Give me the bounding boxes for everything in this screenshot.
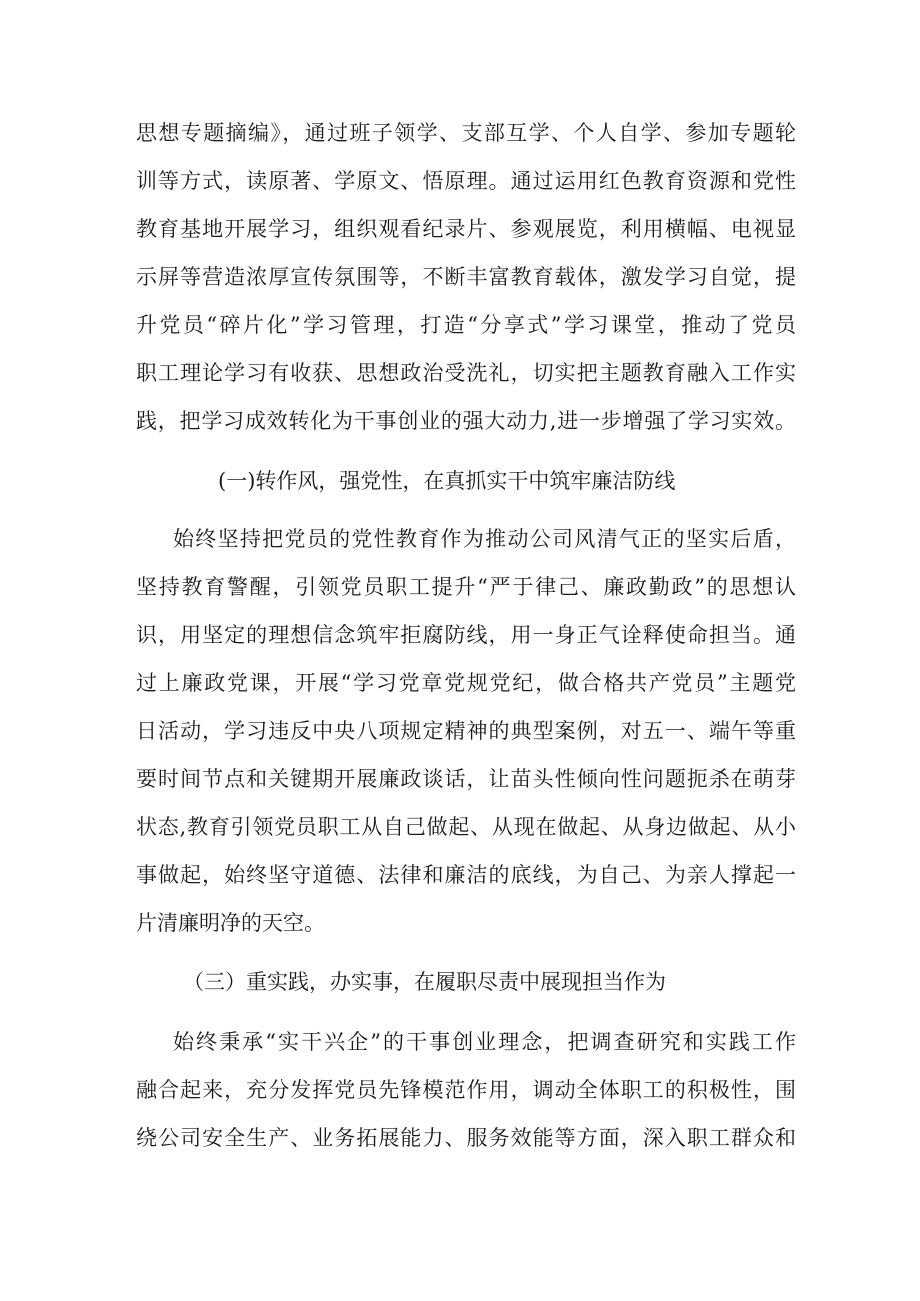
paragraph-line: 事做起，始终坚守道德、法律和廉洁的底线，为自己、为亲人撑起一 bbox=[136, 863, 796, 887]
paragraph-line: 识，用坚定的理想信念筑牢拒腐防线，用一身正气诠释使命担当。通 bbox=[136, 623, 796, 647]
paragraph-line: 绕公司安全生产、业务拓展能力、服务效能等方面，深入职工群众和 bbox=[136, 1126, 796, 1150]
paragraph-line: 日活动，学习违反中央八项规定精神的典型案例，对五一、端午等重 bbox=[136, 719, 796, 743]
paragraph-line: 训等方式，读原著、学原文、悟原理。通过运用红色教育资源和党性 bbox=[136, 169, 796, 193]
paragraph-line: 状态,教育引领党员职工从自己做起、从现在做起、从身边做起、从小 bbox=[136, 815, 796, 839]
paragraph-line: 坚持教育警醒，引领党员职工提升“严于律己、廉政勤政”的思想认 bbox=[136, 575, 796, 599]
paragraph-line: 始终秉承“实干兴企”的干事创业理念，把调查研究和实践工作 bbox=[173, 1030, 796, 1054]
paragraph-line: 践，把学习成效转化为干事创业的强大动力,进一步增强了学习实效。 bbox=[136, 409, 796, 433]
paragraph-line: 过上廉政党课，开展“学习党章党规党纪，做合格共产党员”主题党 bbox=[136, 671, 796, 695]
paragraph-line: 融合起来，充分发挥党员先锋模范作用，调动全体职工的积极性，围 bbox=[136, 1078, 796, 1102]
section-heading: (一)转作风，强党性，在真抓实干中筑牢廉洁防线 bbox=[218, 469, 676, 493]
paragraph-line: 始终坚持把党员的党性教育作为推动公司风清气正的坚实后盾， bbox=[173, 527, 796, 551]
paragraph-line: 职工理论学习有收获、思想政治受洗礼，切实把主题教育融入工作实 bbox=[136, 361, 796, 385]
paragraph-line: 升党员“碎片化”学习管理，打造“分享式”学习课堂，推动了党员 bbox=[136, 313, 796, 337]
paragraph-line: 教育基地开展学习，组织观看纪录片、参观展览，利用横幅、电视显 bbox=[136, 217, 796, 241]
paragraph-line: 示屏等营造浓厚宣传氛围等，不断丰富教育载体，激发学习自觉，提 bbox=[136, 265, 796, 289]
paragraph-line: 思想专题摘编》，通过班子领学、支部互学、个人自学、参加专题轮 bbox=[136, 121, 796, 145]
section-heading: （三）重实践，办实事，在履职尽责中展现担当作为 bbox=[183, 970, 666, 994]
paragraph-line: 要时间节点和关键期开展廉政谈话，让苗头性倾向性问题扼杀在萌芽 bbox=[136, 767, 796, 791]
paragraph-line: 片清廉明净的天空。 bbox=[136, 911, 325, 935]
